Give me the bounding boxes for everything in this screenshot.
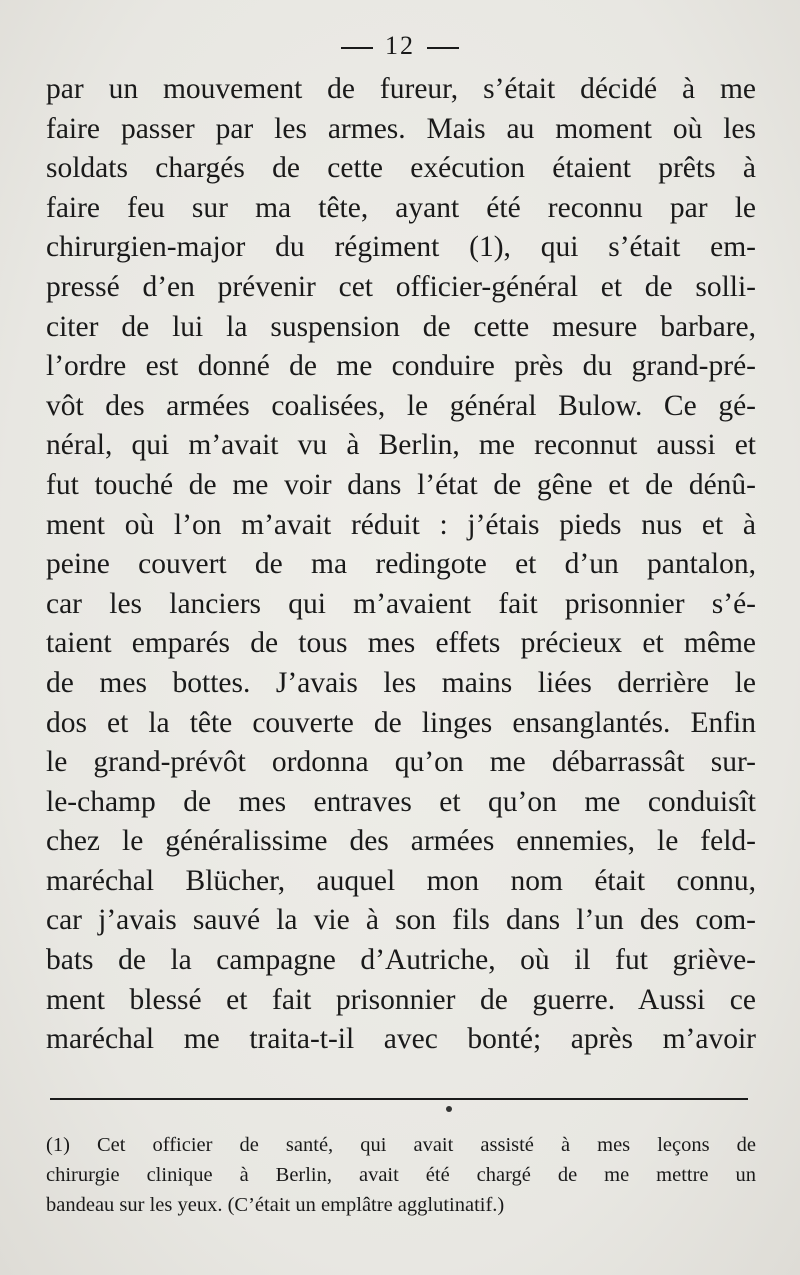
- text-line: faire passer par les armes. Mais au moment où les: [46, 112, 756, 145]
- body-text: [46, 70, 756, 1060]
- text-line: ment où l’on m’avait réduit : j’étais pieds nus et à: [46, 508, 756, 541]
- text-line: citer de lui la suspension de cette mesure barbare,: [46, 310, 756, 343]
- text-line: vôt des armées coalisées, le général Bulow. Ce gé-: [46, 389, 756, 422]
- text-line: car les lanciers qui m’avaient fait prisonnier s’é-: [46, 587, 756, 620]
- text-line: ment blessé et fait prisonnier de guerre. Aussi ce: [46, 983, 756, 1016]
- footnote: [46, 1130, 756, 1220]
- ink-speck: [446, 1106, 452, 1112]
- footnote-line: chirurgie clinique à Berlin, avait été chargé de me mettre un: [46, 1164, 756, 1186]
- text-line: de mes bottes. J’avais les mains liées derrière le: [46, 666, 756, 699]
- text-line: peine couvert de ma redingote et d’un pantalon,: [46, 548, 756, 581]
- text-line: chez le généralissime des armées ennemies, le feld-: [46, 825, 756, 858]
- text-line: taient emparés de tous mes effets précieux et même: [46, 627, 756, 660]
- text-line: dos et la tête couverte de linges ensanglantés. Enfin: [46, 706, 756, 739]
- text-line: fut touché de me voir dans l’état de gêne et de dénû-: [46, 468, 756, 501]
- text-line: le-champ de mes entraves et qu’on me conduisît: [46, 785, 756, 818]
- text-line: par un mouvement de fureur, s’était décidé à me: [46, 73, 756, 105]
- text-line: maréchal Blücher, auquel mon nom était connu,: [46, 864, 756, 897]
- footnote-line: bandeau sur les yeux. (C’était un emplâtre agglutinatif.): [46, 1194, 505, 1216]
- text-line: car j’avais sauvé la vie à son fils dans l’un des com-: [46, 904, 756, 937]
- left-dash: [341, 47, 373, 49]
- text-line: le grand-prévôt ordonna qu’on me débarrassât sur-: [46, 746, 756, 779]
- footnote-line: (1) Cet officier de santé, qui avait assisté à mes leçons de: [46, 1134, 756, 1156]
- text-line: chirurgien-major du régiment (1), qui s’était em-: [46, 231, 756, 264]
- footnote-rule: [50, 1098, 748, 1100]
- page-number-header: [0, 30, 800, 62]
- text-line: bats de la campagne d’Autriche, où il fut griève-: [46, 944, 756, 977]
- text-line: soldats chargés de cette exécution étaient prêts à: [46, 152, 756, 185]
- text-line: pressé d’en prévenir cet officier-général et de solli-: [46, 270, 756, 303]
- text-line: l’ordre est donné de me conduire près du grand-pré-: [46, 350, 756, 383]
- text-line: maréchal me traita-t-il avec bonté; après m’avoir: [46, 1023, 756, 1056]
- right-dash: [427, 47, 459, 49]
- page-number: 12: [385, 31, 415, 60]
- text-line: néral, qui m’avait vu à Berlin, me reconnut aussi et: [46, 429, 756, 462]
- text-line: faire feu sur ma tête, ayant été reconnu par le: [46, 191, 756, 224]
